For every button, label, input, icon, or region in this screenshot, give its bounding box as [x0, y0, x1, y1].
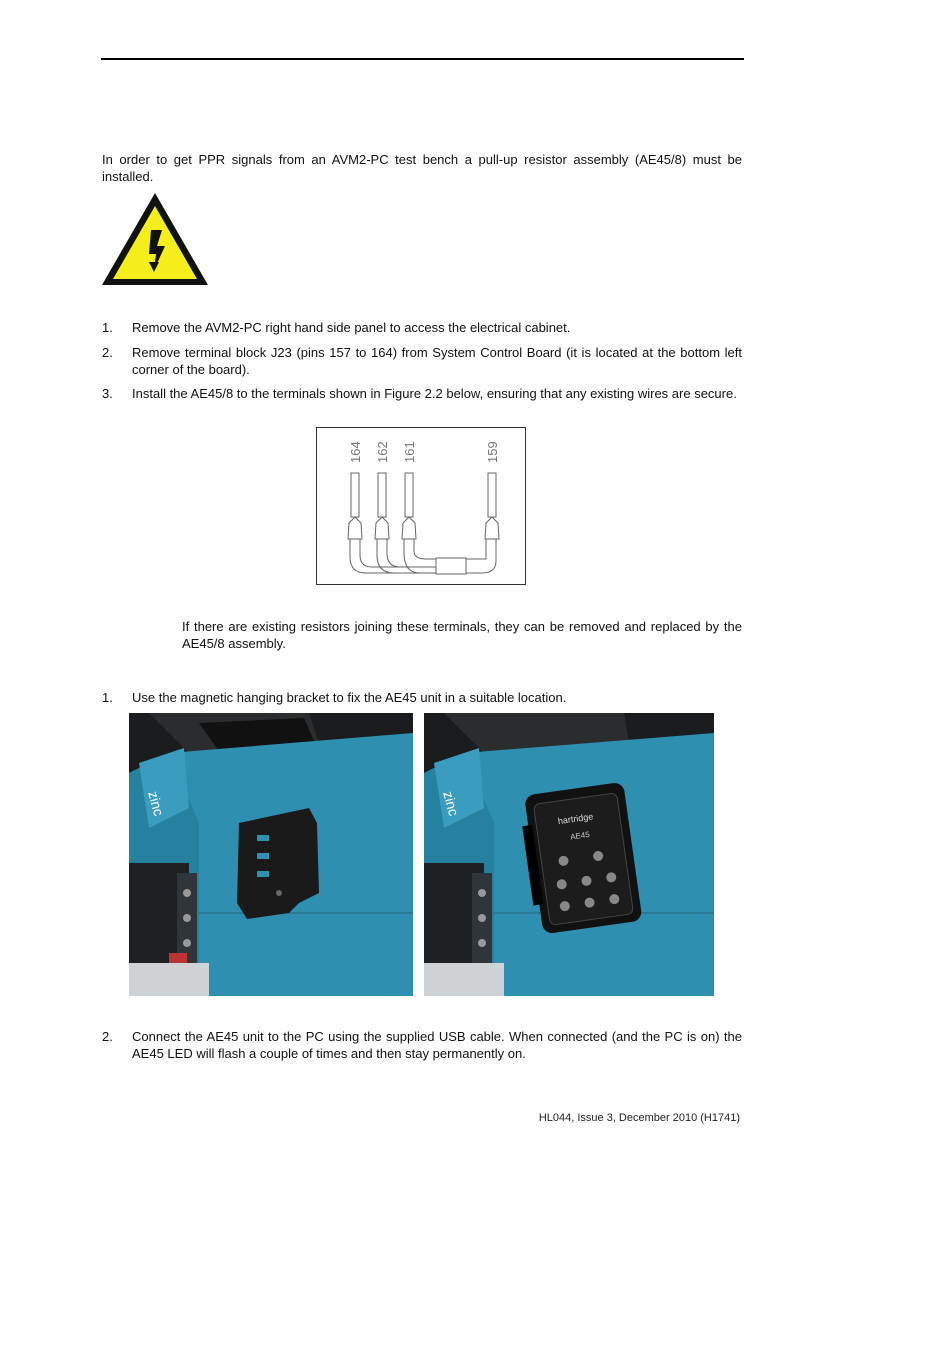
pin-label-164: 164: [348, 441, 363, 463]
high-voltage-warning-icon: [99, 190, 211, 288]
pin-label-159: 159: [485, 441, 500, 463]
document-reference-footer: HL044, Issue 3, December 2010 (H1741): [538, 1112, 740, 1124]
intro-paragraph: In order to get PPR signals from an AVM2-PC test bench a pull-up resistor assembly (AE45/8) must be installed.: [102, 152, 742, 184]
device-brand: hartridge: [557, 811, 594, 827]
terminal-diagram: [316, 427, 526, 585]
step-number: 1.: [102, 320, 113, 335]
bracket-photo: [129, 713, 413, 996]
step-number: 2.: [102, 1029, 113, 1044]
pin-label-161: 161: [402, 441, 417, 463]
step-text: Remove the AVM2-PC right hand side panel to access the electrical cabinet.: [132, 320, 571, 335]
panel-label: zinc: [440, 789, 463, 818]
step-text: Connect the AE45 unit to the PC using the supplied USB cable. When connected (and the PC is on) the AE45 LED will flash a couple of times and then stay permanently on.: [132, 1029, 742, 1061]
panel-label: zinc: [145, 789, 168, 818]
note-paragraph: If there are existing resistors joining these terminals, they can be removed and replaced by the AE45/8 assembly.: [182, 619, 742, 651]
ae45-mounted-photo: [424, 713, 714, 996]
step-text: Install the AE45/8 to the terminals shown in Figure 2.2 below, ensuring that any existing wires are secure.: [132, 386, 737, 401]
step-text: Use the magnetic hanging bracket to fix the AE45 unit in a suitable location.: [132, 690, 567, 705]
pin-label-162: 162: [375, 441, 390, 463]
step-number: 3.: [102, 386, 113, 401]
step-number: 1.: [102, 690, 113, 705]
header-rule: [101, 58, 744, 60]
device-model: AE45: [569, 829, 591, 842]
step-number: 2.: [102, 345, 113, 360]
step-text: Remove terminal block J23 (pins 157 to 164) from System Control Board (it is located at the bottom left corner of the board).: [132, 345, 742, 377]
